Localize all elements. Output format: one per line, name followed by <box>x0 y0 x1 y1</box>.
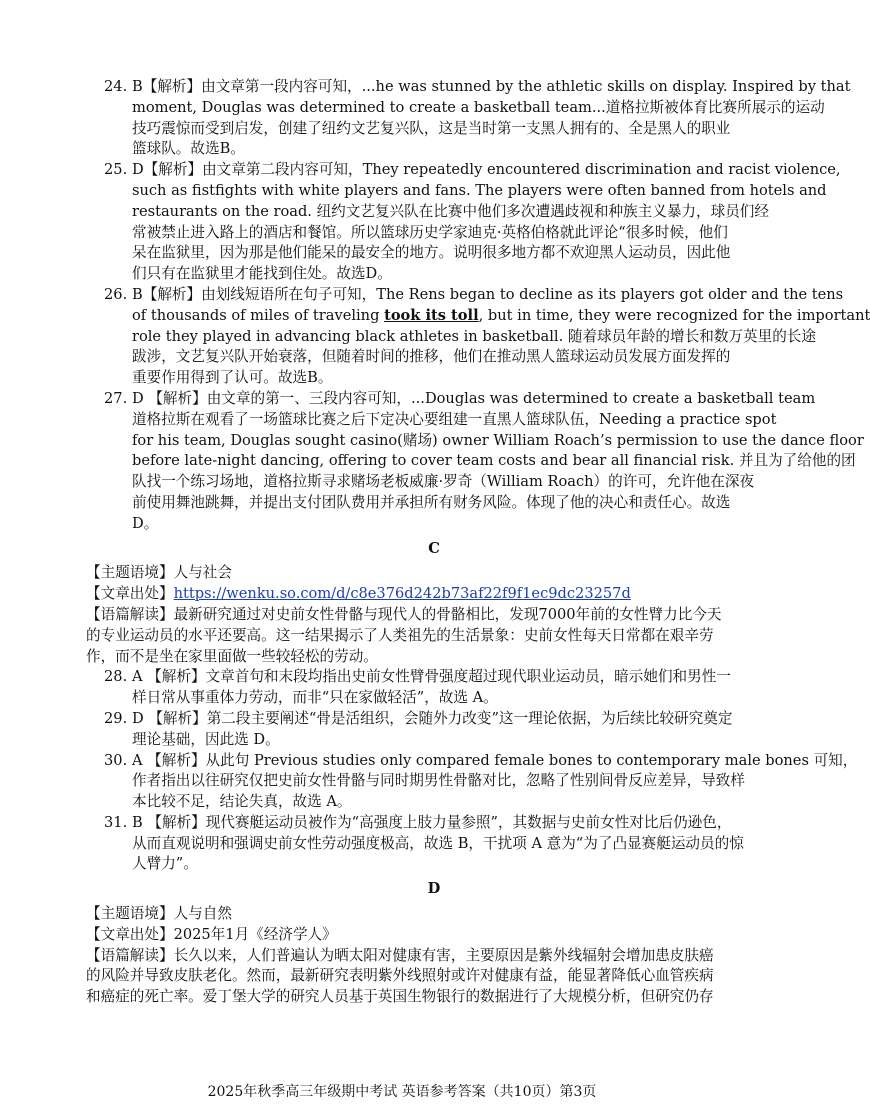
answer-line: 技巧震惊而受到启发，创建了纽约文艺复兴队，这是当时第一支黑人拥有的、全是黑人的职业 <box>132 119 731 137</box>
answer-line: moment, Douglas was determined to create a basketball team...道格拉斯被体育比赛所展示的运动 <box>132 98 825 116</box>
question-number: 29. <box>104 709 128 727</box>
answer-25 <box>104 160 841 285</box>
answer-line: 人臂力”。 <box>132 855 198 873</box>
answer-26 <box>104 285 870 389</box>
question-number: 28. <box>104 668 128 686</box>
answer-line: 本比较不足，结论失真，故选 A。 <box>132 793 352 811</box>
answer-line: B【解析】由文章第一段内容可知，...he was stunned by the athletic skills on display. Inspired by that <box>132 78 851 95</box>
answer-line: B 【解析】现代赛艇运动员被作为“高强度上肢力量参照”，其数据与史前女性对比后仍逊色， <box>132 813 732 831</box>
answer-line: A 【解析】文章首句和末段均指出史前女性臂骨强度超过现代职业运动员，暗示她们和男性一 <box>132 668 731 686</box>
question-number: 27. <box>104 389 128 407</box>
answer-line: 理论基础，因此选 D。 <box>132 730 280 748</box>
reading-line: 和癌症的死亡率。爱丁堡大学的研究人员基于英国生物银行的数据进行了大规模分析，但研究仍存 <box>86 988 714 1006</box>
answer-line: 篮球队。故选B。 <box>132 140 245 158</box>
answer-line: 队找一个练习场地，道格拉斯寻求赌场老板威廉·罗奇（William Roach）的许可，允许他在深夜 <box>132 473 755 491</box>
section-heading-d: D <box>427 880 441 898</box>
question-number: 30. <box>104 751 128 769</box>
reading-line: 的专业运动员的水平还要高。这一结果揭示了人类祖先的生活景象：史前女性每天日常都在艰辛劳 <box>86 626 714 644</box>
answer-line: B【解析】由划线短语所在句子可知，The Rens began to decline as its players got older and the tens <box>132 285 844 303</box>
answer-29 <box>104 709 764 751</box>
section-heading-c: C <box>428 539 440 557</box>
answer-line: restaurants on the road. 纽约文艺复兴队在比赛中他们多次遭遇歧视和种族主义暴力，球员们经 <box>132 202 769 220</box>
answer-text: , but in time, they were recognized for the important <box>478 306 870 324</box>
answer-line: D 【解析】由文章的第一、三段内容可知，...Douglas was determined to create a basketball team <box>132 389 816 407</box>
answer-line: 常被禁止进入路上的酒店和餐馆。所以篮球历史学家迪克·英格伯格就此评论“很多时候，他们 <box>132 223 728 241</box>
underlined-phrase: took its toll <box>384 306 479 324</box>
reading-line: 【语篇解读】最新研究通过对史前女性骨骼与现代人的骨骼相比，发现7000年前的女性臂力比今天 <box>86 605 722 623</box>
answer-line: before late-night dancing, offering to cover team costs and bear all financial risk. 并且为了给他的团 <box>132 452 856 470</box>
reading-line: 的风险并导致皮肤老化。然而，最新研究表明紫外线照射或许对健康有益，能显著降低心血管疾病 <box>86 967 714 985</box>
question-number: 24. <box>104 78 128 95</box>
answer-31 <box>104 813 764 875</box>
source-label: 【文章出处】 <box>86 585 174 603</box>
answer-line-with-underline <box>132 306 870 327</box>
reading-line: 作，而不是坐在家里面做一些较轻松的劳动。 <box>86 647 378 665</box>
answer-line: 样日常从事重体力劳动，而非“只在家做轻活”，故选 A。 <box>132 689 498 707</box>
answer-line: 重要作用得到了认可。故选B。 <box>132 369 333 387</box>
answer-line: 从而直观说明和强调史前女性劳动强度极高，故选 B，干扰项 A 意为“为了凸显赛艇运动员的惊 <box>132 834 744 852</box>
reading-line: 【语篇解读】长久以来，人们普遍认为晒太阳对健康有害，主要原因是紫外线辐射会增加患皮肤癌 <box>86 946 714 964</box>
source-link[interactable]: https://wenku.so.com/d/c8e376d242b73af22f9f1ec9dc23257d <box>173 585 631 603</box>
answer-text: of thousands of miles of traveling <box>132 306 385 324</box>
answer-line: A 【解析】从此句 Previous studies only compared female bones to contemporary male bones 可知， <box>132 751 858 769</box>
answer-line: role they played in advancing black athletes in basketball. 随着球员年龄的增长和数万英里的长途 <box>132 327 816 345</box>
answer-line: 呆在监狱里，因为那是他们能呆的最安全的地方。说明很多地方都不欢迎黑人运动员，因此他 <box>132 244 731 262</box>
article-source: 【文章出处】2025年1月《经济学人》 <box>86 925 337 943</box>
answer-line: for his team, Douglas sought casino(赌场) owner William Roach’s permission to use the dance floor <box>132 431 864 449</box>
answer-line: such as fistfights with white players and fans. The players were often banned from hotels and <box>132 181 827 199</box>
question-number: 31. <box>104 813 128 831</box>
section-c-intro <box>86 563 764 667</box>
section-d-intro <box>86 904 764 1008</box>
answer-28 <box>104 667 764 709</box>
answer-line: 们只有在监狱里才能找到住处。故选D。 <box>132 265 392 283</box>
answer-24 <box>104 77 851 160</box>
article-source <box>86 584 764 605</box>
answer-line: D【解析】由文章第二段内容可知，They repeatedly encountered discrimination and racist violence, <box>132 161 841 179</box>
answer-line: 道格拉斯在观看了一场篮球比赛之后下定决心要组建一直黑人篮球队伍，Needing a practice spot <box>132 410 777 428</box>
answer-line: 作者指出以往研究仅把史前女性骨骼与同时期男性骨骼对比，忽略了性别间骨反应差异，导致样 <box>132 772 745 790</box>
answer-line: D 【解析】第二段主要阐述“骨是活组织，会随外力改变”这一理论依据，为后续比较研究奠定 <box>132 709 733 727</box>
answer-line: 跋涉，文艺复兴队开始衰落，但随着时间的推移，他们在推动黑人篮球运动员发展方面发挥的 <box>132 348 731 366</box>
answer-line: 前使用舞池跳舞，并提出支付团队费用并承担所有财务风险。体现了他的决心和责任心。故选 <box>132 493 731 511</box>
answer-27 <box>104 389 864 535</box>
answer-line: D。 <box>132 514 159 532</box>
question-number: 25. <box>104 161 128 179</box>
theme-context: 【主题语境】人与社会 <box>86 564 232 582</box>
question-number: 26. <box>104 285 128 303</box>
theme-context: 【主题语境】人与自然 <box>86 905 232 923</box>
answer-30 <box>104 751 858 813</box>
page-footer: 2025年秋季高三年级期中考试 英语参考答案（共10页）第3页 <box>207 1084 597 1100</box>
